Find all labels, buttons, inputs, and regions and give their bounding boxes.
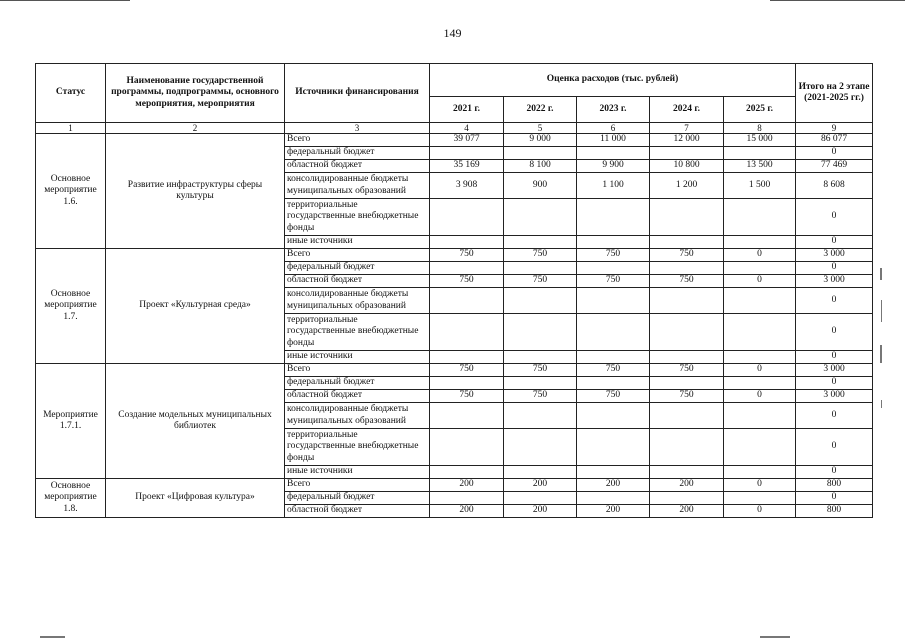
year-value-cell: 750 (504, 364, 577, 377)
year-value-cell (650, 351, 724, 364)
funding-source-cell: федеральный бюджет (285, 147, 430, 160)
year-value-cell (577, 262, 650, 275)
column-number-row (36, 123, 873, 134)
funding-source-cell: федеральный бюджет (285, 377, 430, 390)
column-number: 7 (650, 123, 724, 134)
total-cell: 77 469 (796, 160, 873, 173)
year-value-cell (577, 351, 650, 364)
funding-source-cell: территориальные государственные внебюджетные фонды (285, 314, 430, 351)
year-value-cell: 750 (430, 249, 504, 262)
year-value-cell (577, 314, 650, 351)
year-value-cell (504, 403, 577, 429)
year-value-cell (430, 288, 504, 314)
scan-mark (760, 636, 790, 638)
year-value-cell: 750 (504, 275, 577, 288)
year-value-cell (724, 147, 796, 160)
year-value-cell (504, 351, 577, 364)
year-value-cell (577, 147, 650, 160)
funding-source-cell: территориальные государственные внебюджетные фонды (285, 199, 430, 236)
year-value-cell (724, 429, 796, 466)
year-value-cell: 3 908 (430, 173, 504, 199)
year-value-cell: 750 (650, 364, 724, 377)
year-value-cell: 9 000 (504, 134, 577, 147)
year-value-cell: 8 100 (504, 160, 577, 173)
total-cell: 0 (796, 147, 873, 160)
year-value-cell (650, 147, 724, 160)
total-cell: 8 608 (796, 173, 873, 199)
year-value-cell (724, 377, 796, 390)
total-cell: 0 (796, 262, 873, 275)
year-value-cell (650, 314, 724, 351)
year-value-cell: 0 (724, 275, 796, 288)
scan-mark (880, 268, 882, 280)
year-value-cell: 13 500 (724, 160, 796, 173)
year-value-cell (504, 466, 577, 479)
status-cell: Основное мероприятие 1.6. (36, 134, 106, 249)
year-value-cell: 0 (724, 390, 796, 403)
year-value-cell (577, 492, 650, 505)
year-value-cell (430, 351, 504, 364)
year-value-cell (430, 236, 504, 249)
total-cell: 86 077 (796, 134, 873, 147)
year-value-cell (430, 314, 504, 351)
year-value-cell: 200 (577, 505, 650, 518)
total-cell: 3 000 (796, 390, 873, 403)
table-row (36, 364, 873, 377)
year-value-cell (430, 492, 504, 505)
scan-mark (880, 345, 882, 363)
column-number: 1 (36, 123, 106, 134)
year-value-cell (650, 288, 724, 314)
total-cell: 0 (796, 351, 873, 364)
year-value-cell (504, 199, 577, 236)
table-body (36, 134, 873, 518)
year-value-cell: 750 (577, 249, 650, 262)
year-value-cell (724, 403, 796, 429)
year-value-cell: 200 (650, 505, 724, 518)
column-number: 4 (430, 123, 504, 134)
year-value-cell: 0 (724, 249, 796, 262)
year-value-cell: 750 (430, 275, 504, 288)
total-cell: 0 (796, 377, 873, 390)
scan-mark (40, 636, 65, 638)
funding-source-cell: областной бюджет (285, 505, 430, 518)
year-value-cell (504, 236, 577, 249)
funding-source-cell: консолидированные бюджеты муниципальных образований (285, 403, 430, 429)
year-value-cell (577, 429, 650, 466)
total-cell: 0 (796, 288, 873, 314)
year-value-cell (504, 377, 577, 390)
year-value-cell: 750 (577, 364, 650, 377)
year-value-cell (650, 236, 724, 249)
scan-edge-line-right (770, 0, 905, 1)
budget-table (35, 63, 873, 518)
year-value-cell (724, 466, 796, 479)
total-cell: 3 000 (796, 275, 873, 288)
year-value-cell (430, 429, 504, 466)
funding-source-cell: территориальные государственные внебюджетные фонды (285, 429, 430, 466)
year-value-cell: 9 900 (577, 160, 650, 173)
year-value-cell: 900 (504, 173, 577, 199)
status-cell: Мероприятие 1.7.1. (36, 364, 106, 479)
funding-source-cell: иные источники (285, 351, 430, 364)
year-value-cell (724, 199, 796, 236)
header-year: 2022 г. (504, 97, 577, 123)
column-number: 8 (724, 123, 796, 134)
page-number: 149 (443, 26, 462, 40)
funding-source-cell: областной бюджет (285, 160, 430, 173)
year-value-cell: 750 (577, 390, 650, 403)
year-value-cell: 750 (650, 249, 724, 262)
year-value-cell: 1 100 (577, 173, 650, 199)
year-value-cell: 39 077 (430, 134, 504, 147)
total-cell: 3 000 (796, 364, 873, 377)
total-cell: 0 (796, 403, 873, 429)
year-value-cell: 0 (724, 364, 796, 377)
year-value-cell: 200 (430, 479, 504, 492)
header-year: 2024 г. (650, 97, 724, 123)
total-cell: 0 (796, 199, 873, 236)
year-value-cell: 750 (430, 364, 504, 377)
year-value-cell (650, 429, 724, 466)
total-cell: 3 000 (796, 249, 873, 262)
year-value-cell: 750 (650, 390, 724, 403)
status-cell: Основное мероприятие 1.7. (36, 249, 106, 364)
year-value-cell (504, 429, 577, 466)
year-value-cell: 1 500 (724, 173, 796, 199)
column-number: 2 (106, 123, 285, 134)
year-value-cell (724, 262, 796, 275)
year-value-cell (430, 262, 504, 275)
year-value-cell: 750 (650, 275, 724, 288)
header-year: 2021 г. (430, 97, 504, 123)
header-year: 2025 г. (724, 97, 796, 123)
year-value-cell: 15 000 (724, 134, 796, 147)
total-cell: 800 (796, 505, 873, 518)
year-value-cell (650, 199, 724, 236)
year-value-cell: 750 (504, 390, 577, 403)
year-value-cell (504, 147, 577, 160)
funding-source-cell: консолидированные бюджеты муниципальных образований (285, 173, 430, 199)
total-cell: 0 (796, 236, 873, 249)
year-value-cell (577, 466, 650, 479)
total-cell: 0 (796, 492, 873, 505)
header-sources: Источники финансирования (285, 64, 430, 123)
program-name-cell: Проект «Цифровая культура» (106, 479, 285, 518)
funding-source-cell: федеральный бюджет (285, 492, 430, 505)
column-number: 9 (796, 123, 873, 134)
year-value-cell (650, 492, 724, 505)
header-status: Статус (36, 64, 106, 123)
column-number: 6 (577, 123, 650, 134)
scan-mark (881, 400, 882, 408)
funding-source-cell: иные источники (285, 236, 430, 249)
year-value-cell (504, 288, 577, 314)
table-row (36, 249, 873, 262)
funding-source-cell: Всего (285, 479, 430, 492)
total-cell: 0 (796, 429, 873, 466)
year-value-cell (430, 199, 504, 236)
year-value-cell (504, 262, 577, 275)
header-total: Итого на 2 этапе (2021-2025 гг.) (796, 64, 873, 123)
year-value-cell: 200 (504, 479, 577, 492)
year-value-cell: 750 (504, 249, 577, 262)
year-value-cell (577, 377, 650, 390)
year-value-cell: 750 (430, 390, 504, 403)
year-value-cell: 12 000 (650, 134, 724, 147)
year-value-cell: 200 (504, 505, 577, 518)
year-value-cell (724, 236, 796, 249)
funding-source-cell: областной бюджет (285, 275, 430, 288)
year-value-cell (577, 288, 650, 314)
funding-source-cell: областной бюджет (285, 390, 430, 403)
program-name-cell: Создание модельных муниципальных библиотек (106, 364, 285, 479)
year-value-cell (504, 492, 577, 505)
year-value-cell (577, 403, 650, 429)
year-value-cell (724, 314, 796, 351)
table-row (36, 479, 873, 492)
year-value-cell (724, 351, 796, 364)
year-value-cell (577, 199, 650, 236)
year-value-cell: 0 (724, 479, 796, 492)
year-value-cell (650, 262, 724, 275)
year-value-cell: 35 169 (430, 160, 504, 173)
funding-source-cell: Всего (285, 364, 430, 377)
year-value-cell (430, 403, 504, 429)
year-value-cell: 200 (430, 505, 504, 518)
year-value-cell (504, 314, 577, 351)
funding-source-cell: федеральный бюджет (285, 262, 430, 275)
year-value-cell (650, 377, 724, 390)
year-value-cell (430, 466, 504, 479)
scan-mark (881, 300, 882, 322)
year-value-cell (577, 236, 650, 249)
header-estimate: Оценка расходов (тыс. рублей) (430, 64, 796, 97)
total-cell: 800 (796, 479, 873, 492)
scan-edge-line-left (0, 0, 130, 1)
year-value-cell: 200 (577, 479, 650, 492)
column-number: 3 (285, 123, 430, 134)
funding-source-cell: Всего (285, 134, 430, 147)
status-cell: Основное мероприятие 1.8. (36, 479, 106, 518)
total-cell: 0 (796, 466, 873, 479)
funding-source-cell: консолидированные бюджеты муниципальных образований (285, 288, 430, 314)
year-value-cell: 0 (724, 505, 796, 518)
year-value-cell: 200 (650, 479, 724, 492)
year-value-cell (724, 492, 796, 505)
year-value-cell (650, 466, 724, 479)
year-value-cell: 11 000 (577, 134, 650, 147)
year-value-cell (430, 147, 504, 160)
year-value-cell: 1 200 (650, 173, 724, 199)
program-name-cell: Развитие инфраструктуры сферы культуры (106, 134, 285, 249)
table-row (36, 134, 873, 147)
funding-source-cell: Всего (285, 249, 430, 262)
year-value-cell: 10 800 (650, 160, 724, 173)
year-value-cell (430, 377, 504, 390)
funding-source-cell: иные источники (285, 466, 430, 479)
program-name-cell: Проект «Культурная среда» (106, 249, 285, 364)
total-cell: 0 (796, 314, 873, 351)
year-value-cell: 750 (577, 275, 650, 288)
year-value-cell (650, 403, 724, 429)
year-value-cell (724, 288, 796, 314)
column-number: 5 (504, 123, 577, 134)
header-year: 2023 г. (577, 97, 650, 123)
header-name: Наименование государственной программы, подпрограммы, основного мероприятия, мероприятия (106, 64, 285, 123)
